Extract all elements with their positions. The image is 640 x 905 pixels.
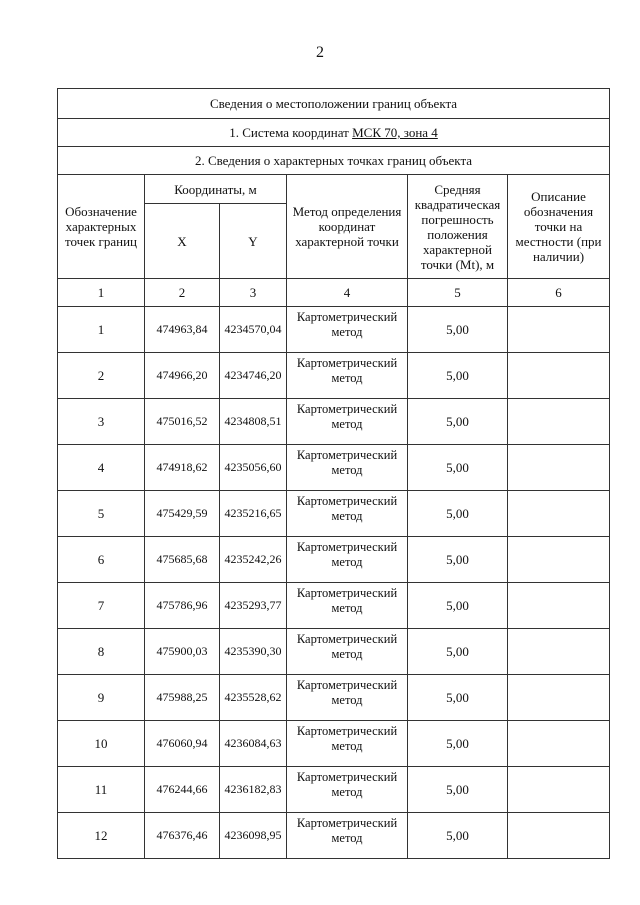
points-section-title: 2. Сведения о характерных точках границ объекта: [58, 147, 610, 175]
error-value: 5,00: [408, 445, 508, 491]
point-description: [508, 307, 610, 353]
point-description: [508, 445, 610, 491]
column-number: 2: [145, 279, 220, 307]
y-coordinate: 4235216,65: [220, 491, 287, 537]
table-row: [58, 629, 610, 675]
point-description: [508, 767, 610, 813]
coordinate-system-cell: [58, 119, 610, 147]
column-number: 3: [220, 279, 287, 307]
point-description: [508, 721, 610, 767]
header-row-top: [58, 175, 610, 204]
table-row: [58, 445, 610, 491]
page-number: 2: [316, 44, 324, 61]
point-id: 9: [58, 675, 145, 721]
point-description: [508, 813, 610, 859]
point-id: 7: [58, 583, 145, 629]
x-coordinate: 475786,96: [145, 583, 220, 629]
title-row: [58, 89, 610, 119]
point-id: 2: [58, 353, 145, 399]
y-coordinate: 4236098,95: [220, 813, 287, 859]
point-description: [508, 353, 610, 399]
y-coordinate: 4235242,26: [220, 537, 287, 583]
table-title: Сведения о местоположении границ объекта: [58, 89, 610, 119]
error-value: 5,00: [408, 767, 508, 813]
point-id: 5: [58, 491, 145, 537]
header-coordinates: Координаты, м: [145, 175, 287, 204]
method: Картометрический метод: [287, 721, 408, 767]
header-x: X: [145, 204, 220, 279]
table-row: [58, 353, 610, 399]
x-coordinate: 476060,94: [145, 721, 220, 767]
point-id: 1: [58, 307, 145, 353]
y-coordinate: 4235390,30: [220, 629, 287, 675]
error-value: 5,00: [408, 721, 508, 767]
method: Картометрический метод: [287, 445, 408, 491]
x-coordinate: 476244,66: [145, 767, 220, 813]
header-designation: Обозначение характерных точек границ: [58, 175, 145, 279]
x-coordinate: 474966,20: [145, 353, 220, 399]
method: Картометрический метод: [287, 583, 408, 629]
header-method: Метод определения координат характерной точки: [287, 175, 408, 279]
point-description: [508, 537, 610, 583]
x-coordinate: 475685,68: [145, 537, 220, 583]
point-description: [508, 629, 610, 675]
method: Картометрический метод: [287, 767, 408, 813]
error-value: 5,00: [408, 813, 508, 859]
method: Картометрический метод: [287, 399, 408, 445]
coordinate-system-row: [58, 119, 610, 147]
error-value: 5,00: [408, 399, 508, 445]
column-number: 1: [58, 279, 145, 307]
column-number: 4: [287, 279, 408, 307]
x-coordinate: 474918,62: [145, 445, 220, 491]
x-coordinate: 475016,52: [145, 399, 220, 445]
y-coordinate: 4236182,83: [220, 767, 287, 813]
error-value: 5,00: [408, 629, 508, 675]
point-id: 3: [58, 399, 145, 445]
point-id: 8: [58, 629, 145, 675]
point-description: [508, 491, 610, 537]
table-row: [58, 491, 610, 537]
error-value: 5,00: [408, 537, 508, 583]
point-id: 10: [58, 721, 145, 767]
error-value: 5,00: [408, 491, 508, 537]
method: Картометрический метод: [287, 491, 408, 537]
method: Картометрический метод: [287, 813, 408, 859]
error-value: 5,00: [408, 353, 508, 399]
table-row: [58, 583, 610, 629]
point-id: 6: [58, 537, 145, 583]
boundary-points-table: [57, 88, 610, 859]
error-value: 5,00: [408, 307, 508, 353]
y-coordinate: 4234746,20: [220, 353, 287, 399]
column-number-row: [58, 279, 610, 307]
error-value: 5,00: [408, 583, 508, 629]
point-description: [508, 583, 610, 629]
y-coordinate: 4235293,77: [220, 583, 287, 629]
y-coordinate: 4235528,62: [220, 675, 287, 721]
column-number: 5: [408, 279, 508, 307]
coordinate-system-name: МСК 70, зона 4: [352, 125, 438, 140]
table-row: [58, 307, 610, 353]
point-id: 12: [58, 813, 145, 859]
y-coordinate: 4234808,51: [220, 399, 287, 445]
method: Картометрический метод: [287, 537, 408, 583]
table-row: [58, 767, 610, 813]
coordinate-system-prefix: 1. Система координат: [229, 125, 353, 140]
x-coordinate: 475429,59: [145, 491, 220, 537]
x-coordinate: 475988,25: [145, 675, 220, 721]
column-number: 6: [508, 279, 610, 307]
table-body: [58, 89, 610, 859]
header-error: Средняя квадратическая погрешность положения характерной точки (Mt), м: [408, 175, 508, 279]
table-row: [58, 675, 610, 721]
y-coordinate: 4235056,60: [220, 445, 287, 491]
method: Картометрический метод: [287, 307, 408, 353]
point-description: [508, 675, 610, 721]
x-coordinate: 475900,03: [145, 629, 220, 675]
point-description: [508, 399, 610, 445]
method: Картометрический метод: [287, 629, 408, 675]
table-row: [58, 813, 610, 859]
y-coordinate: 4236084,63: [220, 721, 287, 767]
error-value: 5,00: [408, 675, 508, 721]
point-id: 11: [58, 767, 145, 813]
method: Картометрический метод: [287, 353, 408, 399]
x-coordinate: 476376,46: [145, 813, 220, 859]
header-y: Y: [220, 204, 287, 279]
method: Картометрический метод: [287, 675, 408, 721]
table-row: [58, 399, 610, 445]
table-row: [58, 721, 610, 767]
table-row: [58, 537, 610, 583]
y-coordinate: 4234570,04: [220, 307, 287, 353]
header-description: Описание обозначения точки на местности (при наличии): [508, 175, 610, 279]
point-id: 4: [58, 445, 145, 491]
points-section-row: [58, 147, 610, 175]
x-coordinate: 474963,84: [145, 307, 220, 353]
